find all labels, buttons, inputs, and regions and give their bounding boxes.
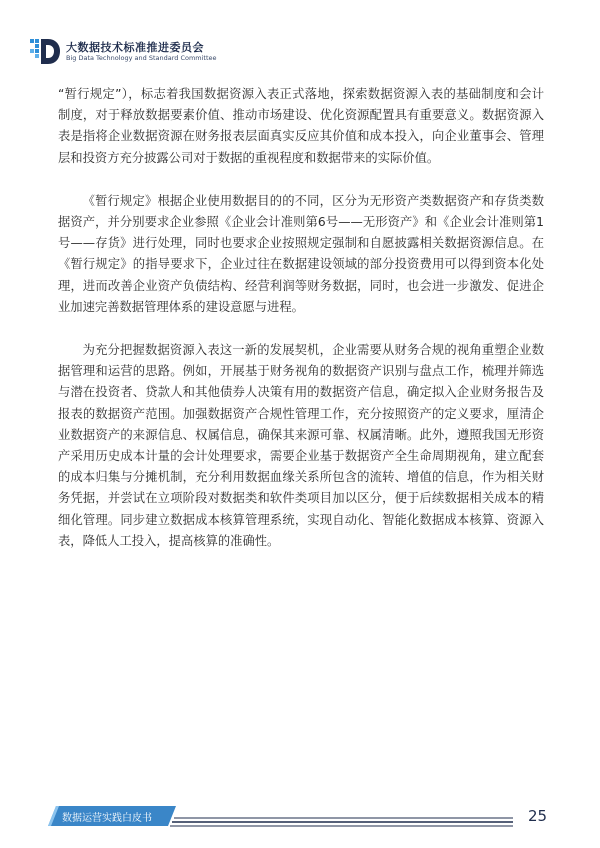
org-name-cn: 大数据技术标准推进委员会	[66, 41, 204, 54]
page-header	[30, 36, 330, 66]
body-text	[58, 84, 544, 574]
footer-rule-lines	[170, 811, 515, 829]
paragraph-1: “暂行规定”），标志着我国数据资源入表正式落地，探索数据资源入表的基础制度和会计制度，对于释放数据要素价值、推动市场建设、优化资源配置具有重要意义。数据资源入表是指将企业数据资源在财务报表层面真实反应其价值和成本投入，向企业董事会、管理层和投资方充分披露公司对于数据的重视程度和数据带来的实际价值。	[58, 87, 544, 165]
page-number: 25	[528, 807, 548, 825]
committee-logo-icon	[30, 36, 62, 66]
section-label: 数据运营实践白皮书	[62, 813, 152, 824]
paragraph-2: 《暂行规定》根据企业使用数据目的的不同，区分为无形资产类数据资产和存货类数据资产，并分别要求企业参照《企业会计准则第6号——无形资产》和《企业会计准则第1号——存货》进行处理，同时也要求企业按照规定强制和自愿披露相关数据资源信息。在《暂行规定》的指导要求下，企业过往在数据建设领域的部分投资费用可以得到资本化处理，进而改善企业资产负债结构、经营利润等财务数据，同时，也会进一步激发、促进企业加速完善数据管理体系的建设意愿与进程。	[58, 193, 544, 314]
page-footer	[0, 806, 600, 834]
org-name-en: Big Data Technology and Standard Committee	[66, 54, 217, 62]
paragraph-3: 为充分把握数据资源入表这一新的发展契机，企业需要从财务合规的视角重塑企业数据管理和运营的思路。例如，开展基于财务视角的数据资产识别与盘点工作，梳理并筛选与潜在投资者、贷款人和其他债券人决策有用的数据资产信息，确定拟入企业财务报告及报表的数据资产范围。加强数据资产合规性管理工作，充分按照资产的定义要求，厘清企业数据资产的来源信息、权属信息，确保其来源可靠、权属清晰。此外，遵照我国无形资产采用历史成本计量的会计处理要求，需要企业基于数据资产全生命周期视角，建立配套的成本归集与分摊机制，充分利用数据血缘关系所包含的流转、增值的信息，作为相关财务凭据，并尝试在立项阶段对数据类和软件类项目加以区分，便于后续数据相关成本的精细化管理。同步建立数据成本核算管理系统，实现自动化、智能化数据成本核算、资源入表，降低人工投入，提高核算的准确性。	[58, 343, 544, 548]
